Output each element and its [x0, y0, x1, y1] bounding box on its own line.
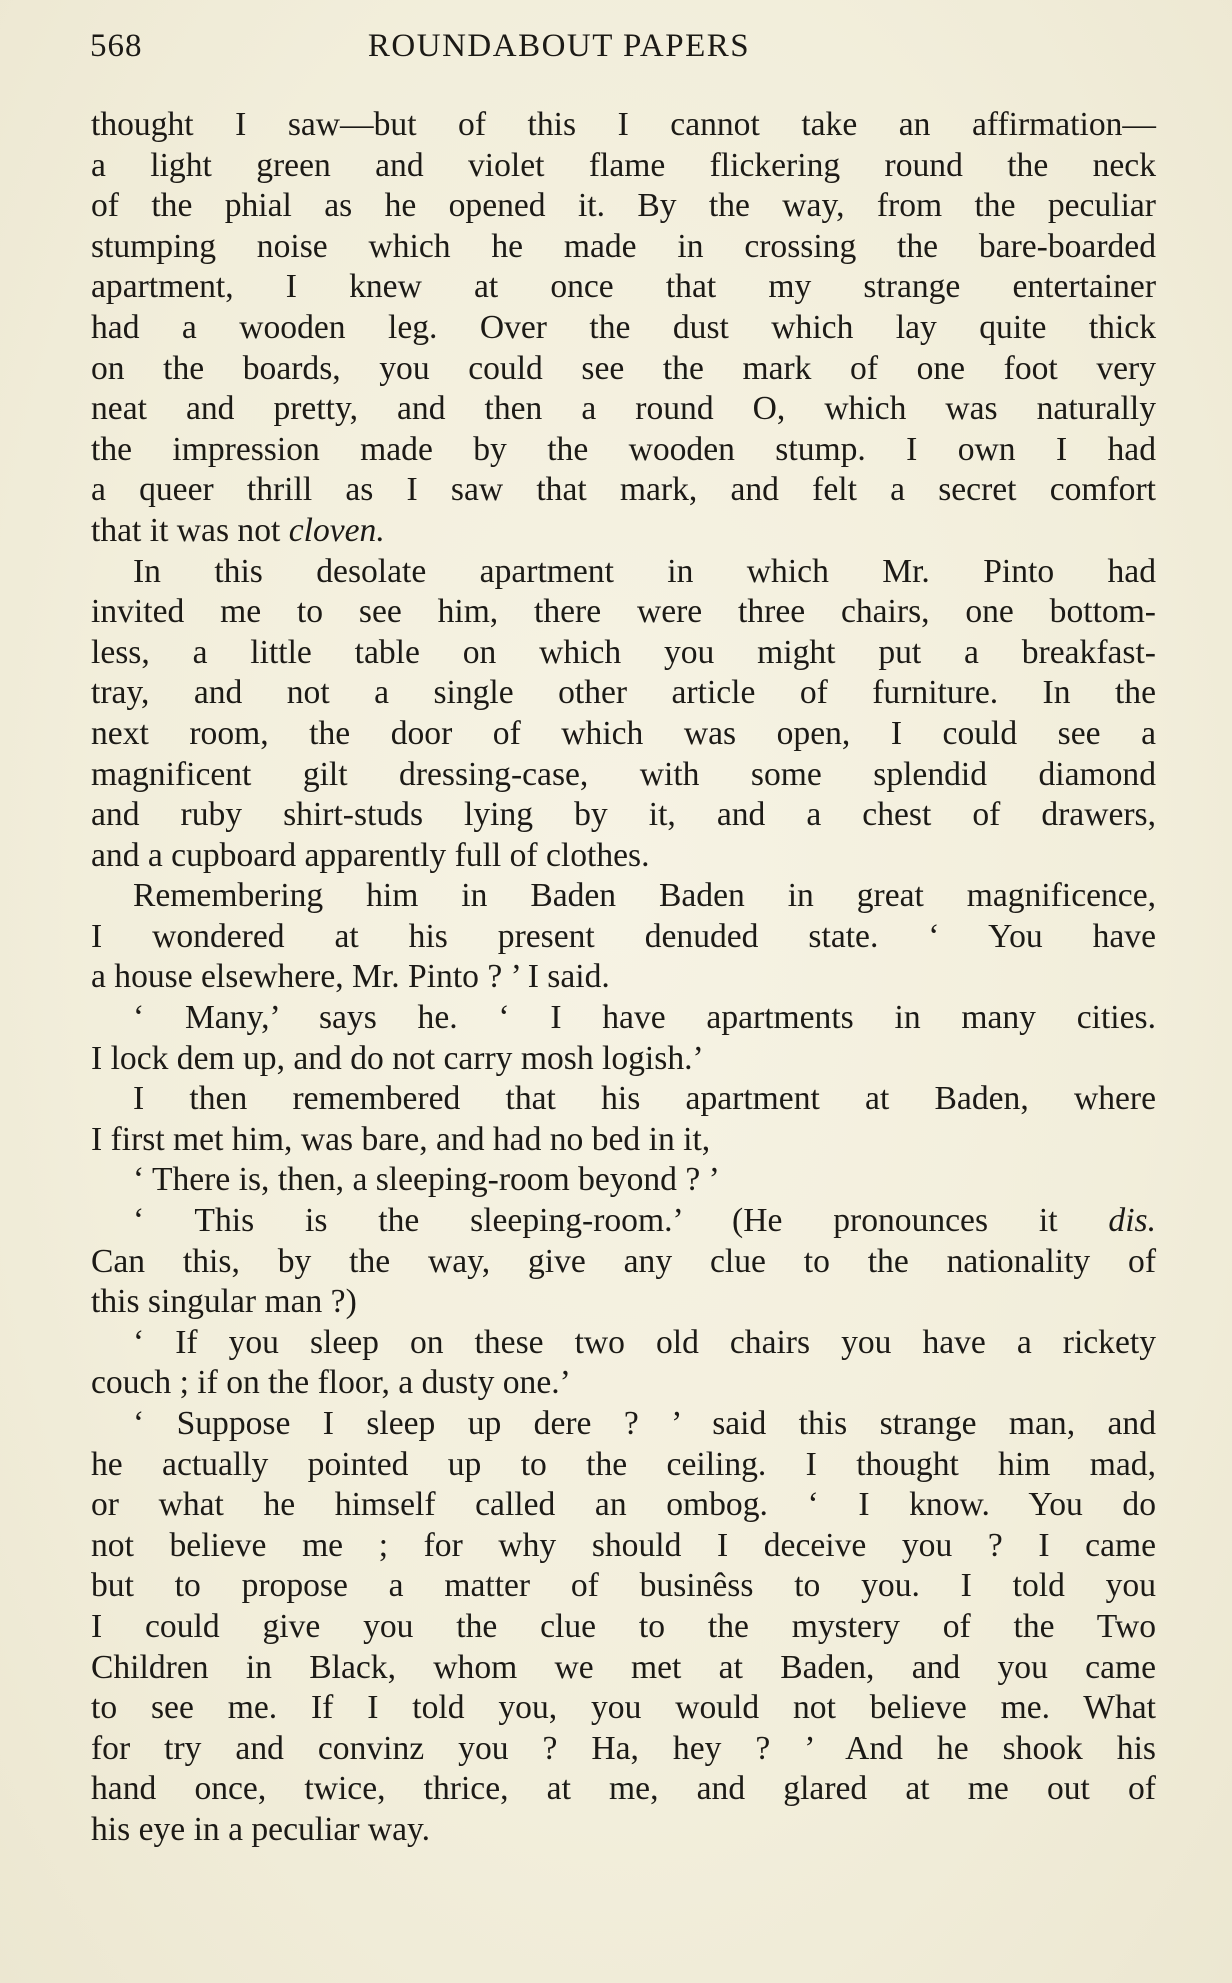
paragraph-start-line: ‘ Suppose I sleep up dere ? ’ said this strange man, and [133, 1405, 1156, 1442]
text-line: his eye in a peculiar way. [91, 1810, 431, 1848]
page-number: 568 [90, 28, 143, 64]
text-line: but to propose a matter of businêss to you. I told you [91, 1567, 1156, 1605]
text-line: next room, the door of which was open, I could see a [91, 714, 1156, 752]
text-line: a light green and violet flame flickering round the neck [91, 146, 1156, 184]
text-line: Can this, by the way, give any clue to the nationality of [91, 1242, 1156, 1280]
text-line: had a wooden leg. Over the dust which lay quite thick [91, 308, 1156, 346]
text-line: hand once, twice, thrice, at me, and glared at me out of [91, 1770, 1156, 1808]
text-line: I wondered at his present denuded state. ‘ You have [91, 917, 1156, 955]
text-line: of the phial as he opened it. By the way, from the peculiar [91, 187, 1156, 225]
text-line: that it was not cloven. [91, 511, 385, 549]
text-line: thought I saw—but of this I cannot take an affirmation— [91, 106, 1156, 143]
text-line: he actually pointed up to the ceiling. I thought him mad, [91, 1445, 1156, 1483]
text-line: on the boards, you could see the mark of one foot very [91, 349, 1156, 387]
text-line: or what he himself called an ombog. ‘ I know. You do [91, 1486, 1156, 1524]
text-line: less, a little table on which you might put a breakfast- [91, 633, 1156, 671]
text-line: this singular man ?) [91, 1283, 357, 1321]
paragraph-start-line: ‘ This is the sleeping-room.’ (He pronounces it dis. [133, 1202, 1156, 1240]
text-line: couch ; if on the floor, a dusty one.’ [91, 1364, 571, 1402]
italic-word: dis. [1108, 1202, 1156, 1240]
paragraph-start-line: ‘ There is, then, a sleeping-room beyond ? ’ [133, 1161, 720, 1199]
text-line: and a cupboard apparently full of clothes. [91, 836, 650, 874]
text-line: Children in Black, whom we met at Baden, and you came [91, 1648, 1156, 1686]
text-line: magnificent gilt dressing-case, with some splendid diamond [91, 755, 1156, 793]
paragraph-start-line: I then remembered that his apartment at Baden, where [133, 1080, 1156, 1118]
text-line: a queer thrill as I saw that mark, and felt a secret comfort [91, 471, 1156, 509]
paragraph-start-line: ‘ If you sleep on these two old chairs you have a rickety [133, 1323, 1156, 1361]
text-line: a house elsewhere, Mr. Pinto ? ’ I said. [91, 958, 610, 996]
text-line: to see me. If I told you, you would not believe me. What [91, 1689, 1156, 1727]
text-line: apartment, I knew at once that my strange entertainer [91, 268, 1156, 306]
paragraph-start-line: ‘ Many,’ says he. ‘ I have apartments in many cities. [133, 999, 1156, 1037]
italic-word: cloven. [288, 511, 385, 549]
text-line: and ruby shirt-studs lying by it, and a chest of drawers, [91, 796, 1156, 834]
paragraph-start-line: Remembering him in Baden Baden in great magnificence, [133, 877, 1156, 915]
running-head [90, 28, 1156, 74]
body-text [91, 105, 1156, 1851]
text-line: neat and pretty, and then a round O, which was naturally [91, 390, 1156, 428]
text-line: stumping noise which he made in crossing the bare-boarded [91, 227, 1156, 265]
text-line: I first met him, was bare, and had no bed in it, [91, 1120, 711, 1158]
text-line: not believe me ; for why should I deceive you ? I came [91, 1526, 1156, 1564]
text-line: invited me to see him, there were three chairs, one bottom- [91, 593, 1156, 631]
running-title: ROUNDABOUT PAPERS [367, 28, 751, 64]
text-line: I lock dem up, and do not carry mosh logish.’ [91, 1039, 704, 1077]
text-line: the impression made by the wooden stump. I own I had [91, 430, 1156, 468]
text-line: I could give you the clue to the mystery of the Two [91, 1607, 1156, 1645]
text-line: tray, and not a single other article of furniture. In the [91, 674, 1156, 712]
paragraph-start-line: In this desolate apartment in which Mr. Pinto had [133, 552, 1156, 590]
text-line: for try and convinz you ? Ha, hey ? ’ And he shook his [91, 1729, 1156, 1767]
